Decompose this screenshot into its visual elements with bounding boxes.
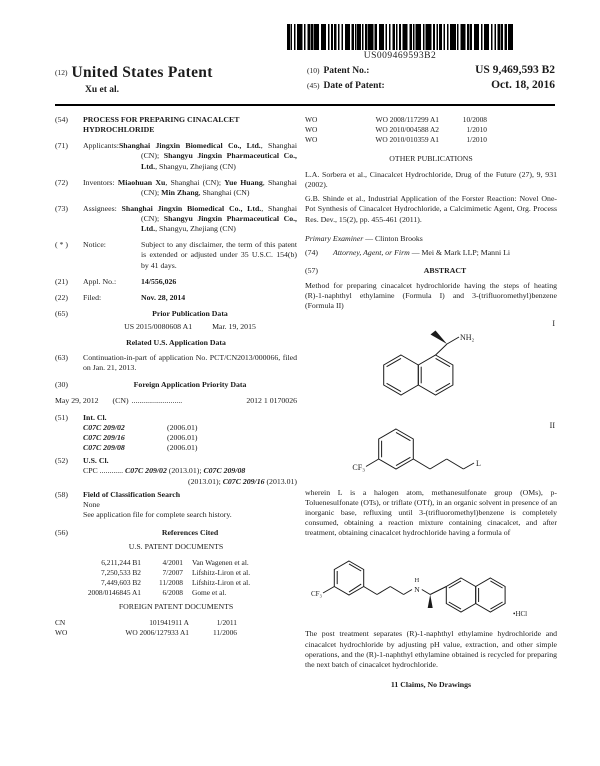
- naphthyl-ethylamine-structure: [356, 317, 506, 409]
- leaving-group-label: L: [476, 458, 481, 468]
- field-number: (54): [55, 115, 68, 124]
- applicants-label: Applicants:: [83, 141, 119, 151]
- foreign-patent-documents-heading: FOREIGN PATENT DOCUMENTS: [118, 602, 234, 612]
- table-row: [305, 115, 557, 125]
- assignees-text: [83, 204, 297, 234]
- field-number: (65): [55, 308, 68, 318]
- patent-number: WO 2010/004588 A2: [375, 124, 439, 134]
- attorney-label: Attorney, Agent, or Firm: [333, 247, 410, 257]
- field-number: ( * ): [55, 240, 68, 250]
- field-number: (51): [55, 412, 68, 422]
- int-cl-label: Int. Cl.: [83, 412, 107, 422]
- table-row: [305, 125, 557, 135]
- inventors-text: [83, 178, 297, 198]
- patent-number: 2008/0146845 A1: [87, 588, 141, 598]
- post-treatment-text: The post treatment separates (R)-1-naphthyl ethylamine hydrochloride and cinacalcet hydrochloride by adjusting pH value, extraction, and other simple operations, and the (R)-1-naphthyl ethylamine obtained is recycled for preparing the next batch of cinacalcet hydrochloride.: [305, 629, 557, 669]
- priority-data-row: [55, 396, 297, 406]
- dot-leader: ..........................: [131, 395, 183, 405]
- inventors-label: Inventors:: [83, 177, 118, 187]
- prior-publication-date: Mar. 19, 2015: [212, 322, 256, 331]
- priority-number: 2012 1 0170026: [246, 395, 297, 405]
- patent-number-row: [307, 64, 555, 76]
- class-version: (2013.01): [264, 476, 297, 486]
- continuation-text: Continuation-in-part of application No. PCT/CN2013/000066, filed on Jan. 21, 2013.: [83, 353, 297, 373]
- patent-no-value: US 9,469,593 B2: [475, 64, 555, 76]
- field-number: (52): [55, 456, 68, 466]
- table-row: [305, 135, 557, 145]
- foreign-patent-documents-continued: [305, 115, 557, 145]
- inventor-byline: Xu et al.: [85, 85, 120, 95]
- assignee-name: Shanghai Jingxin Biomedical Co., Ltd.: [121, 203, 262, 213]
- field-number: (57): [305, 265, 318, 275]
- field-number: (72): [55, 177, 68, 187]
- applicants-section: [55, 141, 297, 171]
- patent-no-field-number: (10): [307, 66, 320, 75]
- field-number: (74): [305, 247, 318, 257]
- appl-no-label: Appl. No.:: [83, 276, 117, 286]
- filed-section: [55, 293, 297, 303]
- field-number: (63): [55, 353, 68, 363]
- formula-1-roman-label: I: [552, 319, 555, 329]
- class-version: (2013.01);: [188, 476, 223, 486]
- class-version: (2006.01): [167, 422, 198, 432]
- nh-hydrogen-label: H: [414, 577, 420, 585]
- table-row: [55, 588, 297, 598]
- hcl-label: •HCl: [513, 610, 528, 619]
- patent-date: 7/2007: [162, 568, 183, 578]
- continuation-section: [55, 353, 297, 373]
- inventor-name: Miaohuan Xu: [117, 177, 166, 187]
- applicant-name: Shangyu Jingxin Pharmaceutical Co., Ltd.: [141, 151, 297, 171]
- amine-label: NH₂: [460, 333, 475, 343]
- cpc-prefix: CPC ............: [83, 466, 126, 476]
- header-right: [307, 64, 555, 95]
- inventor-location: , Shanghai (CN): [198, 187, 250, 197]
- date-field-number: (45): [307, 81, 320, 90]
- field-number: (73): [55, 203, 68, 213]
- patent-number: 101941911 A: [149, 618, 189, 628]
- table-row: [55, 628, 297, 638]
- patent-date: 1/2010: [466, 124, 487, 134]
- patent-date: 1/2010: [466, 134, 487, 144]
- field-number: (58): [55, 489, 68, 499]
- patent-holder: Lifshitz-Liron et al.: [192, 568, 251, 578]
- cpc-line-1: [83, 466, 297, 476]
- notice-text: Subject to any disclaimer, the term of this patent is extended or adjusted under 35 U.S.C. 154(b) by 41 days.: [141, 240, 297, 270]
- barcode-number: US009469593B2: [363, 51, 437, 61]
- inventor-location: , Shanghai (CN);: [141, 177, 297, 197]
- priority-country: (CN): [112, 395, 129, 405]
- doc-kind-number: (12): [55, 68, 68, 77]
- appl-no-value: 14/556,026: [141, 276, 177, 286]
- prior-publication-number: US 2015/0080608 A1: [124, 322, 193, 331]
- int-cl-row: [83, 433, 297, 443]
- formula-2-figure: [305, 419, 557, 484]
- foreign-patent-documents-table: [55, 618, 297, 638]
- patent-number: 7,250,533 B2: [100, 568, 141, 578]
- title-section: [55, 115, 297, 135]
- examiner-name: — Clinton Brooks: [363, 233, 423, 243]
- nitrogen-label: N: [414, 585, 420, 595]
- examiner-label: Primary Examiner: [305, 233, 364, 243]
- references-cited-section: [55, 528, 297, 538]
- formula-1-figure: [305, 317, 557, 412]
- publication-item: G.B. Shinde et al., Industrial Application of the Forster Reaction: Novel One-Pot Synthesis of Cinacalcet Hydrochloride, a Calcimimetic Agent, Org. Process Res. Dev., 15(2), pp. 455-461 (2011).: [305, 194, 557, 224]
- patent-number: 7,449,603 B2: [100, 578, 141, 588]
- int-cl-section: [55, 413, 297, 454]
- us-patent-documents-heading: U.S. PATENT DOCUMENTS: [128, 542, 224, 552]
- patent-date: 11/2006: [213, 628, 237, 638]
- header-divider: [55, 104, 555, 106]
- foreign-priority-section: [55, 380, 297, 390]
- class-code: C07C 209/16: [222, 476, 265, 486]
- filed-label: Filed:: [83, 292, 102, 302]
- table-row: [55, 568, 297, 578]
- class-version: (2013.01);: [166, 466, 204, 476]
- int-cl-row: [83, 423, 297, 433]
- patent-holder: Van Wagenen et al.: [192, 558, 249, 568]
- cinacalcet-structure: [311, 544, 551, 622]
- cinacalcet-hcl-figure: [305, 544, 557, 625]
- country-code: CN: [55, 618, 66, 628]
- trifluoromethyl-benzene-structure: [346, 419, 516, 481]
- cf3-label: CF₃: [311, 590, 322, 599]
- patent-number: WO 2010/010359 A1: [375, 134, 439, 144]
- wedge-bond: [431, 331, 448, 345]
- application-number-section: [55, 277, 297, 287]
- inventors-section: [55, 178, 297, 198]
- foreign-priority-heading: Foreign Application Priority Data: [133, 379, 247, 389]
- inventor-location: , Shanghai (CN);: [165, 177, 225, 187]
- country-code: WO: [55, 628, 68, 638]
- attorney-name: — Mei & Mark LLP; Manni Li: [409, 247, 511, 257]
- cf3-label: CF₃: [352, 462, 365, 472]
- right-column: [305, 115, 557, 690]
- field-search-label: Field of Classification Search: [83, 489, 181, 499]
- class-code: C07C 209/02: [83, 422, 125, 432]
- int-cl-row: [83, 443, 297, 453]
- country-code: WO: [305, 134, 318, 144]
- table-row: [55, 558, 297, 568]
- patent-holder: Gome et al.: [192, 588, 227, 598]
- applicants-text: [83, 141, 297, 171]
- invention-title: PROCESS FOR PREPARING CINACALCET HYDROCHLORIDE: [83, 115, 240, 135]
- publication-item: L.A. Sorbera et al., Cinacalcet Hydrochloride, Drug of the Future (27), 9, 931 (2002).: [305, 170, 557, 190]
- barcode: [287, 24, 513, 50]
- assignees-section: [55, 204, 297, 234]
- class-code: C07C 209/08: [203, 466, 246, 476]
- patent-number: 6,211,244 B1: [101, 558, 141, 568]
- us-cl-section: [55, 456, 297, 486]
- notice-section: [55, 240, 297, 270]
- assignee-name: Shangyu Jingxin Pharmaceutical Co., Ltd.: [141, 214, 297, 234]
- abstract-heading: ABSTRACT: [423, 265, 467, 275]
- field-of-search-section: [55, 490, 297, 520]
- primary-examiner-line: [305, 234, 557, 244]
- prior-publication-heading: Prior Publication Data: [152, 308, 228, 318]
- class-version: (2006.01): [167, 443, 198, 453]
- assignee-location: , Shanghai (CN);: [141, 203, 297, 223]
- priority-date: May 29, 2012: [55, 395, 99, 405]
- header: [55, 64, 555, 95]
- wherein-text: wherein L is a halogen atom, methanesulfonate group (OMs), p-Toluenesulfonate (OTs), or triflate (OTf), in an organic solvent in presence of an inorganic base, refluxing until 3-(trifluoromethyl)benzene is completely consumed, obtaining a reaction mixture containing cinacalcet, and after treatment, obtaining cinacalcet hydrochloride having a formula of: [305, 487, 557, 538]
- field-number: (56): [55, 528, 68, 537]
- class-code: C07C 209/02: [125, 466, 167, 476]
- assignee-location: , Shangyu, Zhejiang (CN): [155, 224, 236, 234]
- patent-number: WO 2008/117299 A1: [375, 115, 439, 124]
- us-patent-documents-table: [55, 558, 297, 598]
- inventor-name: Yue Huang: [224, 177, 263, 187]
- date-value: Oct. 18, 2016: [491, 79, 555, 91]
- patent-date: 4/2001: [162, 558, 183, 568]
- table-row: [55, 618, 297, 628]
- country-code: WO: [305, 115, 318, 124]
- date-label: Date of Patent:: [323, 81, 385, 91]
- field-search-none: None: [83, 499, 100, 509]
- filed-value: Nov. 28, 2014: [141, 292, 186, 302]
- patent-date: 11/2008: [159, 578, 183, 588]
- us-cl-label: U.S. Cl.: [83, 456, 109, 466]
- field-search-note: See application file for complete search history.: [83, 509, 232, 519]
- abstract-text: Method for preparing cinacalcet hydrochloride having the steps of heating (R)-1-naphthyl ethylamine (Formula I) and 3-(trifluoromethyl)benzene (Formula II): [305, 281, 557, 311]
- references-cited-heading: References Cited: [161, 528, 219, 537]
- attorney-section: [305, 248, 557, 258]
- applicant-location: , Shanghai (CN);: [141, 141, 297, 161]
- patent-no-label: Patent No.:: [323, 66, 370, 76]
- abstract-heading-section: [305, 266, 557, 276]
- inventor-name: Min Zhang: [161, 187, 199, 197]
- patent-number: WO 2006/127933 A1: [125, 628, 189, 638]
- class-code: C07C 209/08: [83, 443, 125, 453]
- class-version: (2006.01): [167, 433, 198, 442]
- other-publications-heading: OTHER PUBLICATIONS: [389, 153, 473, 163]
- patent-holder: Lifshitz-Liron et al.: [192, 578, 251, 588]
- patent-date: 10/2008: [462, 115, 487, 124]
- wedge-bond: [428, 595, 433, 609]
- left-column: [55, 115, 297, 638]
- patent-date: 1/2011: [216, 618, 237, 628]
- applicant-name: Shanghai Jingxin Biomedical Co., Ltd.: [118, 141, 261, 151]
- class-code: C07C 209/16: [83, 433, 125, 442]
- formula-2-roman-label: II: [549, 420, 555, 430]
- field-number: (21): [55, 276, 68, 286]
- related-application-heading: Related U.S. Application Data: [126, 338, 226, 348]
- patent-date: 6/2008: [162, 588, 183, 598]
- table-row: [55, 578, 297, 588]
- page-title: United States Patent: [71, 64, 213, 81]
- field-number: (30): [55, 379, 68, 389]
- country-code: WO: [305, 124, 318, 134]
- cpc-line-2: [83, 477, 297, 487]
- assignees-label: Assignees:: [83, 203, 122, 213]
- claims-summary-line: 11 Claims, No Drawings: [390, 679, 472, 689]
- prior-publication-section: [55, 309, 297, 332]
- header-left: [55, 64, 305, 95]
- patent-date-row: [307, 79, 555, 91]
- field-number: (22): [55, 292, 68, 302]
- applicant-location: , Shangyu, Zhejiang (CN): [155, 161, 236, 171]
- field-number: (71): [55, 141, 68, 151]
- notice-label: Notice:: [83, 240, 106, 250]
